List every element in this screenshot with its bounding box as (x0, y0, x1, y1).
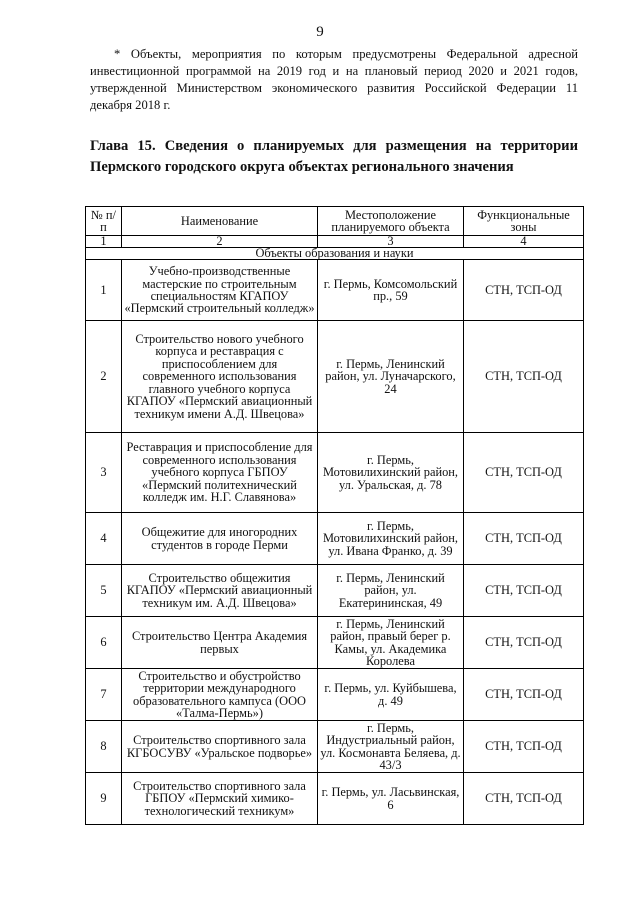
section-title: Объекты образования и науки (86, 248, 584, 260)
functional-zones: СТН, ТСП-ОД (464, 565, 584, 617)
row-number: 2 (86, 321, 122, 433)
row-number: 5 (86, 565, 122, 617)
row-number: 1 (86, 260, 122, 321)
table-row (86, 260, 584, 321)
object-location: г. Пермь, Индустриальный район, ул. Космонавта Беляева, д. 43/3 (318, 721, 464, 773)
object-location: г. Пермь, ул. Куйбышева, д. 49 (318, 669, 464, 721)
table-row (86, 565, 584, 617)
header-name: Наименование (122, 207, 318, 236)
functional-zones: СТН, ТСП-ОД (464, 721, 584, 773)
object-name: Строительство нового учебного корпуса и реставрация с приспособлением для современного использования главного учебного корпуса КГАПОУ «Пермский авиационный техникум имени А.Д. Швецова» (122, 321, 318, 433)
object-name: Учебно-производственные мастерские по строительным специальностям КГАПОУ «Пермский строительный колледж» (122, 260, 318, 321)
header-number: № п/п (86, 207, 122, 236)
functional-zones: СТН, ТСП-ОД (464, 260, 584, 321)
table-row (86, 513, 584, 565)
object-name: Строительство и обустройство территории международного образовательного кампуса (ООО «Талма-Пермь») (122, 669, 318, 721)
functional-zones: СТН, ТСП-ОД (464, 321, 584, 433)
row-number: 9 (86, 773, 122, 825)
row-number: 3 (86, 433, 122, 513)
object-name: Строительство общежития КГАПОУ «Пермский авиационный техникум им. А.Д. Швецова» (122, 565, 318, 617)
table-row (86, 321, 584, 433)
object-name: Строительство спортивного зала КГБОСУВУ «Уральское подворье» (122, 721, 318, 773)
table-row (86, 433, 584, 513)
object-location: г. Пермь, Мотовилихинский район, ул. Ивана Франко, д. 39 (318, 513, 464, 565)
functional-zones: СТН, ТСП-ОД (464, 669, 584, 721)
footnote: * Объекты, мероприятия по которым предусмотрены Федеральной адресной инвестиционной программой на 2019 год и на плановый период 2020 и 2021 годов, утвержденной Министерством экономического развития Российской Федерации 11 декабря 2018 г. (90, 47, 578, 112)
row-number: 7 (86, 669, 122, 721)
object-name: Реставрация и приспособление для современного использования учебного корпуса ГБПОУ «Пермский политехнический колледж им. Н.Г. Славянова» (122, 433, 318, 513)
functional-zones: СТН, ТСП-ОД (464, 773, 584, 825)
section-row (86, 248, 584, 260)
table-row (86, 617, 584, 669)
column-number: 2 (122, 236, 318, 248)
object-location: г. Пермь, Мотовилихинский район, ул. Уральская, д. 78 (318, 433, 464, 513)
functional-zones: СТН, ТСП-ОД (464, 513, 584, 565)
table-row (86, 773, 584, 825)
functional-zones: СТН, ТСП-ОД (464, 617, 584, 669)
row-number: 8 (86, 721, 122, 773)
object-name: Строительство спортивного зала ГБПОУ «Пермский химико-технологический техникум» (122, 773, 318, 825)
table-row (86, 721, 584, 773)
object-location: г. Пермь, Комсомольский пр., 59 (318, 260, 464, 321)
object-name: Общежитие для иногородних студентов в городе Перми (122, 513, 318, 565)
object-location: г. Пермь, Ленинский район, ул. Луначарского, 24 (318, 321, 464, 433)
objects-table (85, 206, 584, 825)
object-location: г. Пермь, Ленинский район, правый берег р. Камы, ул. Академика Королева (318, 617, 464, 669)
table-row (86, 669, 584, 721)
table-header-row (86, 207, 584, 236)
object-location: г. Пермь, Ленинский район, ул. Екатерининская, 49 (318, 565, 464, 617)
column-number: 4 (464, 236, 584, 248)
header-zones: Функциональные зоны (464, 207, 584, 236)
row-number: 6 (86, 617, 122, 669)
object-location: г. Пермь, ул. Ласьвинская, 6 (318, 773, 464, 825)
chapter-heading: Глава 15. Сведения о планируемых для размещения на территории Пермского городского округа объектах регионального значения (90, 138, 578, 175)
header-location: Местоположение планируемого объекта (318, 207, 464, 236)
object-name: Строительство Центра Академия первых (122, 617, 318, 669)
row-number: 4 (86, 513, 122, 565)
functional-zones: СТН, ТСП-ОД (464, 433, 584, 513)
page-number: 9 (316, 24, 324, 40)
column-number: 1 (86, 236, 122, 248)
column-number: 3 (318, 236, 464, 248)
